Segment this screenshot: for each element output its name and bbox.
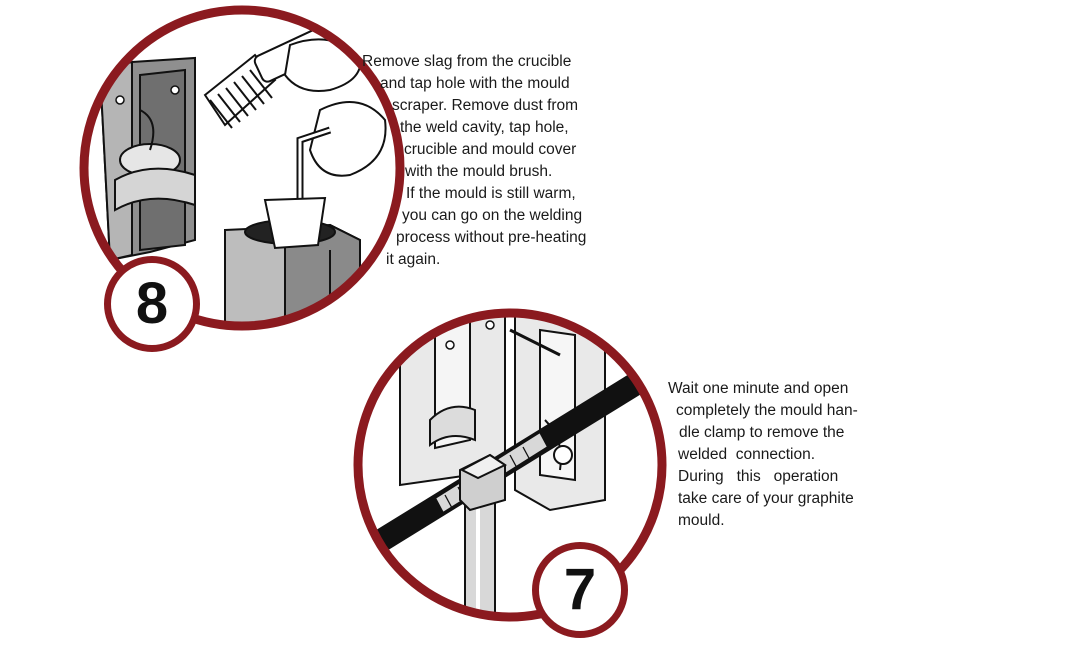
step-7-line: mould. bbox=[678, 512, 725, 529]
step-7-number-badge bbox=[532, 542, 628, 638]
step-8-line: and tap hole with the mould bbox=[380, 75, 570, 92]
step-7-line: welded connection. bbox=[678, 446, 816, 463]
step-7-number: 7 bbox=[563, 557, 597, 622]
step-7-line: completely the mould han- bbox=[676, 402, 858, 419]
step-8-number: 8 bbox=[135, 271, 169, 336]
step-7-instructions bbox=[666, 378, 866, 532]
step-8-line: with the mould brush. bbox=[405, 163, 553, 180]
step-7-line: take care of your graphite bbox=[678, 490, 854, 507]
step-7-line: dle clamp to remove the bbox=[679, 424, 845, 441]
step-7-line: During this operation bbox=[678, 468, 839, 485]
step-8-line: the weld cavity, tap hole, bbox=[400, 119, 569, 136]
step-7-line: Wait one minute and open bbox=[668, 380, 849, 397]
step-8-line: you can go on the welding bbox=[402, 207, 583, 224]
step-8-line: scraper. Remove dust from bbox=[392, 97, 579, 114]
step-8-line: process without pre-heating bbox=[396, 229, 587, 246]
step-8-line: crucible and mould cover bbox=[404, 141, 577, 158]
step-8-line: it again. bbox=[386, 251, 441, 268]
step-8-line: Remove slag from the crucible bbox=[362, 53, 572, 70]
step-8-line: If the mould is still warm, bbox=[406, 185, 576, 202]
